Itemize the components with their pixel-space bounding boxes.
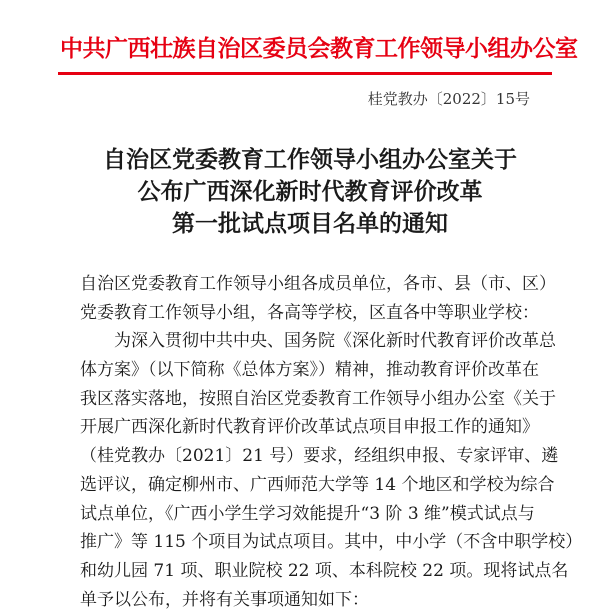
body-line: 推广》等 115 个项目为试点项目。其中，中小学（不含中职学校） — [80, 532, 583, 553]
title-line: 公布广西深化新时代教育评价改革 — [137, 178, 483, 205]
red-divider-line — [58, 72, 552, 75]
body-line: 为深入贯彻中共中央、国务院《深化新时代教育评价改革总 — [114, 331, 556, 352]
body-line: 体方案》（以下简称《总体方案》）精神，推动教育评价改革在 — [80, 360, 539, 381]
body-line: 党委教育工作领导小组，各高等学校，区直各中等职业学校： — [80, 302, 539, 323]
issuing-organization-header: 中共广西壮族自治区委员会教育工作领导小组办公室 — [60, 35, 578, 62]
title-line: 自治区党委教育工作领导小组办公室关于 — [103, 146, 517, 173]
document-number: 桂党教办〔2022〕15号 — [367, 90, 530, 108]
body-line: 和幼儿园 71 项、职业院校 22 项、本科院校 22 项。现将试点名 — [80, 560, 569, 581]
body-line: 自治区党委教育工作领导小组各成员单位，各市、县（市、区） — [80, 274, 556, 294]
document-title — [40, 144, 580, 240]
body-line: （桂党教办〔2021〕21 号）要求，经组织申报、专家评审、遴 — [80, 446, 559, 467]
body-line: 单予以公布，并将有关事项通知如下： — [80, 589, 369, 610]
body-line: 开展广西深化新时代教育评价改革试点项目申报工作的通知》 — [80, 417, 539, 438]
body-line: 我区落实落地，按照自治区党委教育工作领导小组办公室《关于 — [80, 388, 556, 409]
title-line: 第一批试点项目名单的通知 — [172, 210, 448, 237]
body-line: 试点单位，《广西小学生学习效能提升“3 阶 3 维”模式试点与 — [80, 503, 535, 524]
document-body — [80, 270, 583, 614]
body-line: 选评议，确定柳州市、广西师范大学等 14 个地区和学校为综合 — [80, 474, 555, 495]
